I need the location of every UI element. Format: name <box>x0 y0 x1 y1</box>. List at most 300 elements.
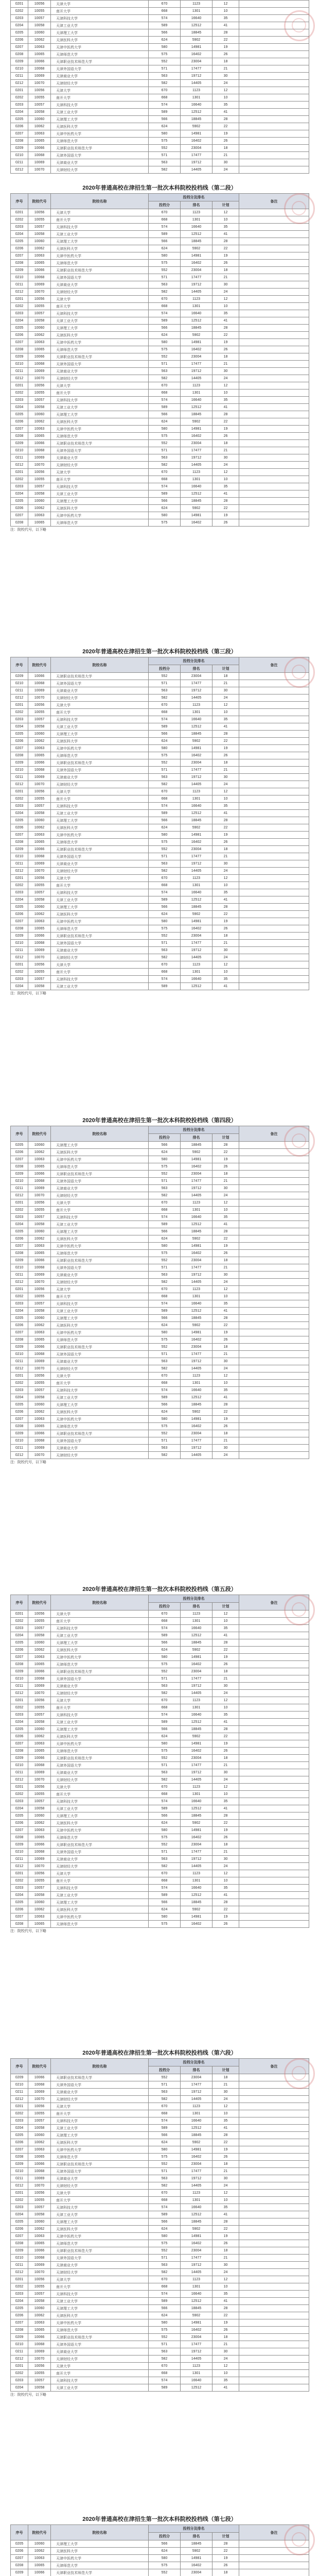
table-row <box>11 353 309 361</box>
cell-score: 574 <box>149 1711 181 1719</box>
cell-plan: 26 <box>212 2327 239 2334</box>
cell-rank: 19712 <box>181 687 212 694</box>
header-score-group: 投档分及排名 <box>149 2525 239 2533</box>
cell-note <box>239 983 309 990</box>
cell-note <box>239 2262 309 2269</box>
header-code: 院校代号 <box>28 194 51 209</box>
cell-school: 天津职业技术师范大学 <box>51 1257 149 1264</box>
cell-code: 10062 <box>28 2548 51 2555</box>
cell-rank: 12512 <box>181 2384 212 2392</box>
cell-plan: 26 <box>212 2562 239 2569</box>
cell-note <box>239 1661 309 1668</box>
cell-score: 580 <box>149 1654 181 1661</box>
cell-school: 天津大学 <box>51 296 149 303</box>
cell-school: 天津商业大学 <box>51 368 149 375</box>
cell-plan: 12 <box>212 2363 239 2370</box>
cell-rank: 16640 <box>181 716 212 723</box>
cell-note <box>239 505 309 512</box>
cell-code: 10057 <box>28 1798 51 1805</box>
table-row <box>11 687 309 694</box>
table-row <box>11 889 309 896</box>
table-row <box>11 2377 309 2384</box>
cell-plan: 30 <box>212 687 239 694</box>
cell-code: 10060 <box>28 238 51 245</box>
cell-school: 天津工业大学 <box>51 2298 149 2305</box>
cell-rank: 17477 <box>181 1178 212 1185</box>
cell-school: 天津财经大学 <box>51 868 149 875</box>
cell-code: 10070 <box>28 1690 51 1697</box>
cell-rank: 5902 <box>181 1409 212 1416</box>
cell-index: 0202 <box>11 216 28 224</box>
cell-school: 天津科技大学 <box>51 1711 149 1719</box>
cell-school: 天津外国语大学 <box>51 680 149 687</box>
table-row <box>11 2233 309 2240</box>
cell-school: 天津大学 <box>51 1784 149 1791</box>
cell-rank: 16640 <box>181 15 212 22</box>
table-row <box>11 1647 309 1654</box>
cell-note <box>239 774 309 781</box>
cell-code: 10065 <box>28 752 51 759</box>
cell-index: 0207 <box>11 1243 28 1250</box>
cell-school: 天津职业技术师范大学 <box>51 2569 149 2576</box>
table-row <box>11 1632 309 1639</box>
cell-note <box>239 2555 309 2562</box>
cell-school: 天津医科大学 <box>51 1409 149 1416</box>
cell-index: 0203 <box>11 1885 28 1892</box>
cell-plan: 21 <box>212 361 239 368</box>
header-score-group: 投档分及排名 <box>149 194 239 201</box>
cell-note <box>239 73 309 80</box>
cell-score: 563 <box>149 1445 181 1452</box>
cell-note <box>239 940 309 947</box>
table-row <box>11 2555 309 2562</box>
cell-score: 574 <box>149 2291 181 2298</box>
cell-score: 670 <box>149 1870 181 1877</box>
cell-index: 0202 <box>11 303 28 310</box>
cell-school: 天津中医药大学 <box>51 1654 149 1661</box>
table-row <box>11 1329 309 1336</box>
cell-code: 10068 <box>28 1849 51 1856</box>
table-row <box>11 469 309 476</box>
cell-code: 10062 <box>28 2139 51 2146</box>
cell-code: 10056 <box>28 1697 51 1704</box>
table-row <box>11 673 309 680</box>
cell-rank: 12512 <box>181 22 212 29</box>
cell-school: 天津医科大学 <box>51 123 149 130</box>
table-row <box>11 1740 309 1748</box>
table-row <box>11 87 309 94</box>
cell-school: 天津医科大学 <box>51 1322 149 1329</box>
cell-index: 0211 <box>11 2348 28 2355</box>
table-row <box>11 2154 309 2161</box>
cell-plan: 41 <box>212 810 239 817</box>
cell-rank: 1123 <box>181 702 212 709</box>
cell-rank: 14405 <box>181 2269 212 2276</box>
cell-plan: 26 <box>212 1336 239 1344</box>
cell-school: 天津外国语大学 <box>51 1178 149 1185</box>
cell-school: 天津医科大学 <box>51 824 149 832</box>
cell-score: 552 <box>149 440 181 447</box>
cell-school: 天津理工大学 <box>51 731 149 738</box>
table-row <box>11 29 309 37</box>
cell-code: 10062 <box>28 1409 51 1416</box>
cell-code: 10060 <box>28 498 51 505</box>
table-row <box>11 109 309 116</box>
cell-school: 天津科技大学 <box>51 397 149 404</box>
cell-plan: 35 <box>212 1798 239 1805</box>
cell-school: 天津理工大学 <box>51 1812 149 1820</box>
cell-score: 589 <box>149 896 181 904</box>
cell-code: 10055 <box>28 8 51 15</box>
cell-plan: 28 <box>212 238 239 245</box>
cell-plan: 21 <box>212 1264 239 1272</box>
cell-code: 10060 <box>28 2540 51 2548</box>
cell-rank: 14405 <box>181 954 212 961</box>
cell-index: 0205 <box>11 2540 28 2548</box>
table-section <box>10 183 309 534</box>
cell-rank: 1123 <box>181 1784 212 1791</box>
cell-index: 0201 <box>11 961 28 969</box>
cell-index: 0201 <box>11 1611 28 1618</box>
cell-index: 0210 <box>11 1675 28 1683</box>
cell-index: 0212 <box>11 1192 28 1199</box>
cell-score: 574 <box>149 483 181 490</box>
cell-score: 571 <box>149 853 181 860</box>
cell-plan: 26 <box>212 1748 239 1755</box>
table-section <box>10 1115 309 1466</box>
cell-rank: 14981 <box>181 1827 212 1834</box>
cell-rank: 23004 <box>181 2334 212 2341</box>
cell-plan: 24 <box>212 2096 239 2103</box>
cell-rank: 14405 <box>181 1776 212 1784</box>
table-row <box>11 2211 309 2218</box>
cell-plan: 22 <box>212 123 239 130</box>
table-row <box>11 1611 309 1618</box>
cell-code: 10056 <box>28 2190 51 2197</box>
cell-code: 10056 <box>28 1784 51 1791</box>
cell-school: 天津职业技术师范大学 <box>51 145 149 152</box>
cell-plan: 22 <box>212 2226 239 2233</box>
table-row <box>11 1351 309 1358</box>
cell-note <box>239 224 309 231</box>
cell-code: 10056 <box>28 2276 51 2283</box>
cell-school: 天津大学 <box>51 788 149 795</box>
cell-rank: 1301 <box>181 389 212 397</box>
cell-rank: 12512 <box>181 2211 212 2218</box>
cell-code: 10055 <box>28 1293 51 1300</box>
table-row <box>11 839 309 846</box>
cell-note <box>239 1719 309 1726</box>
table-row <box>11 1430 309 1437</box>
cell-score: 580 <box>149 2555 181 2562</box>
table-row <box>11 433 309 440</box>
cell-code: 10056 <box>28 1286 51 1293</box>
cell-plan: 22 <box>212 245 239 252</box>
cell-score: 582 <box>149 2096 181 2103</box>
cell-plan: 28 <box>212 2132 239 2139</box>
cell-score: 552 <box>149 1841 181 1849</box>
cell-plan: 10 <box>212 8 239 15</box>
cell-school: 天津中医药大学 <box>51 2146 149 2154</box>
cell-rank: 1123 <box>181 1199 212 1207</box>
cell-code: 10065 <box>28 519 51 527</box>
cell-rank: 12512 <box>181 896 212 904</box>
cell-score: 575 <box>149 346 181 353</box>
cell-plan: 10 <box>212 1704 239 1711</box>
cell-rank: 18845 <box>181 2540 212 2548</box>
cell-code: 10056 <box>28 1372 51 1380</box>
cell-rank: 5902 <box>181 1149 212 1156</box>
cell-school: 天津财经大学 <box>51 2182 149 2190</box>
header-rank: 排名 <box>181 201 212 209</box>
cell-plan: 24 <box>212 166 239 174</box>
header-index: 序号 <box>11 657 28 673</box>
cell-plan: 35 <box>212 1885 239 1892</box>
table-row <box>11 1805 309 1812</box>
cell-school: 天津中医药大学 <box>51 1416 149 1423</box>
cell-school: 天津中医药大学 <box>51 44 149 51</box>
cell-score: 670 <box>149 1372 181 1380</box>
table-row <box>11 1776 309 1784</box>
cell-score: 552 <box>149 1755 181 1762</box>
cell-index: 0201 <box>11 1784 28 1791</box>
cell-rank: 14981 <box>181 426 212 433</box>
cell-code: 10065 <box>28 1921 51 1928</box>
cell-score: 563 <box>149 1769 181 1776</box>
cell-school: 天津财经大学 <box>51 1863 149 1870</box>
cell-rank: 12512 <box>181 1892 212 1899</box>
cell-index: 0204 <box>11 1221 28 1228</box>
cell-score: 552 <box>149 2074 181 2081</box>
cell-note <box>239 810 309 817</box>
cell-school: 南开大学 <box>51 882 149 889</box>
cell-note <box>239 1668 309 1675</box>
cell-index: 0204 <box>11 1394 28 1401</box>
cell-code: 10065 <box>28 51 51 58</box>
cell-school: 天津商业大学 <box>51 774 149 781</box>
cell-score: 582 <box>149 1863 181 1870</box>
cell-index: 0202 <box>11 1380 28 1387</box>
header-note: 备注 <box>239 1595 309 1611</box>
cell-index: 0204 <box>11 983 28 990</box>
cell-score: 624 <box>149 1149 181 1156</box>
cell-note <box>239 1834 309 1841</box>
header-school: 院校名称 <box>51 194 149 209</box>
cell-note <box>239 2255 309 2262</box>
cell-plan: 30 <box>212 774 239 781</box>
cell-rank: 19712 <box>181 454 212 462</box>
cell-school: 天津中医药大学 <box>51 512 149 519</box>
cell-index: 0204 <box>11 723 28 731</box>
cell-school: 天津商业大学 <box>51 281 149 289</box>
cell-note <box>239 1387 309 1394</box>
cell-note <box>239 2096 309 2103</box>
table-row <box>11 2276 309 2283</box>
cell-school: 天津师范大学 <box>51 433 149 440</box>
cell-code: 10068 <box>28 2255 51 2262</box>
cell-school: 南开大学 <box>51 389 149 397</box>
table-row <box>11 1228 309 1235</box>
admission-table <box>10 193 309 527</box>
cell-index: 0208 <box>11 839 28 846</box>
cell-note <box>239 1300 309 1308</box>
cell-rank: 19712 <box>181 159 212 166</box>
cell-plan: 18 <box>212 1430 239 1437</box>
cell-rank: 23004 <box>181 2074 212 2081</box>
cell-code: 10063 <box>28 426 51 433</box>
cell-plan: 30 <box>212 1358 239 1365</box>
cell-rank: 23004 <box>181 1257 212 1264</box>
cell-school: 天津中医药大学 <box>51 2555 149 2562</box>
cell-plan: 26 <box>212 1423 239 1430</box>
table-row <box>11 145 309 152</box>
cell-plan: 28 <box>212 1315 239 1322</box>
cell-school: 天津大学 <box>51 702 149 709</box>
cell-score: 589 <box>149 983 181 990</box>
cell-plan: 12 <box>212 2190 239 2197</box>
cell-note <box>239 260 309 267</box>
cell-code: 10066 <box>28 2334 51 2341</box>
cell-rank: 5902 <box>181 1820 212 1827</box>
cell-index: 0202 <box>11 2197 28 2204</box>
cell-index: 0202 <box>11 1293 28 1300</box>
cell-note <box>239 1163 309 1171</box>
table-row <box>11 1409 309 1416</box>
cell-note <box>239 231 309 238</box>
table-row <box>11 1300 309 1308</box>
cell-school: 天津医科大学 <box>51 1733 149 1740</box>
cell-rank: 1301 <box>181 94 212 101</box>
cell-index: 0204 <box>11 109 28 116</box>
cell-index: 0209 <box>11 2074 28 2081</box>
cell-school: 天津师范大学 <box>51 2240 149 2247</box>
table-row <box>11 375 309 382</box>
table-row <box>11 1250 309 1257</box>
cell-school: 天津职业技术师范大学 <box>51 2247 149 2255</box>
cell-score: 589 <box>149 2298 181 2305</box>
cell-rank: 16402 <box>181 1163 212 1171</box>
cell-school: 天津师范大学 <box>51 260 149 267</box>
cell-rank: 18845 <box>181 2132 212 2139</box>
table-row <box>11 1387 309 1394</box>
cell-rank: 16640 <box>181 2377 212 2384</box>
cell-rank: 1301 <box>181 1618 212 1625</box>
cell-rank: 23004 <box>181 2161 212 2168</box>
cell-index: 0203 <box>11 15 28 22</box>
cell-rank: 18845 <box>181 325 212 332</box>
cell-school: 天津理工大学 <box>51 2218 149 2226</box>
table-row <box>11 2161 309 2168</box>
cell-rank: 18845 <box>181 498 212 505</box>
table-row <box>11 1769 309 1776</box>
cell-rank: 14405 <box>181 1690 212 1697</box>
cell-note <box>239 2190 309 2197</box>
cell-school: 天津外国语大学 <box>51 1675 149 1683</box>
cell-code: 10057 <box>28 2117 51 2125</box>
table-row <box>11 1221 309 1228</box>
table-row <box>11 2255 309 2262</box>
cell-note <box>239 483 309 490</box>
cell-plan: 28 <box>212 411 239 418</box>
cell-score: 552 <box>149 267 181 274</box>
cell-school: 天津大学 <box>51 1870 149 1877</box>
cell-index: 0206 <box>11 2312 28 2319</box>
cell-rank: 23004 <box>181 673 212 680</box>
table-row <box>11 224 309 231</box>
cell-score: 624 <box>149 1235 181 1243</box>
cell-index: 0206 <box>11 911 28 918</box>
cell-code: 10060 <box>28 1726 51 1733</box>
cell-rank: 14405 <box>181 289 212 296</box>
cell-rank: 12512 <box>181 231 212 238</box>
table-row <box>11 447 309 454</box>
cell-school: 天津职业技术师范大学 <box>51 2161 149 2168</box>
header-school: 院校名称 <box>51 657 149 673</box>
cell-rank: 23004 <box>181 2247 212 2255</box>
cell-school: 天津职业技术师范大学 <box>51 58 149 65</box>
cell-code: 10058 <box>28 404 51 411</box>
cell-score: 552 <box>149 1171 181 1178</box>
cell-score: 552 <box>149 145 181 152</box>
cell-score: 574 <box>149 716 181 723</box>
cell-plan: 21 <box>212 940 239 947</box>
cell-school: 天津商业大学 <box>51 1856 149 1863</box>
table-row <box>11 1437 309 1445</box>
cell-note <box>239 1755 309 1762</box>
cell-index: 0201 <box>11 2103 28 2110</box>
cell-score: 624 <box>149 911 181 918</box>
cell-score: 575 <box>149 925 181 933</box>
cell-score: 563 <box>149 1683 181 1690</box>
cell-plan: 30 <box>212 1856 239 1863</box>
cell-plan: 26 <box>212 1921 239 1928</box>
cell-score: 589 <box>149 810 181 817</box>
cell-rank: 16402 <box>181 752 212 759</box>
table-row <box>11 767 309 774</box>
cell-school: 天津外国语大学 <box>51 2081 149 2089</box>
cell-code: 10055 <box>28 709 51 716</box>
cell-school: 天津科技大学 <box>51 716 149 723</box>
table-row <box>11 512 309 519</box>
header-rank: 排名 <box>181 1603 212 1611</box>
table-row <box>11 1834 309 1841</box>
cell-note <box>239 947 309 954</box>
cell-score: 580 <box>149 426 181 433</box>
cell-school: 天津理工大学 <box>51 1228 149 1235</box>
cell-note <box>239 281 309 289</box>
cell-school: 天津医科大学 <box>51 2139 149 2146</box>
cell-school: 天津中医药大学 <box>51 339 149 346</box>
cell-index: 0209 <box>11 1668 28 1675</box>
cell-index: 0206 <box>11 37 28 44</box>
header-score: 投档分 <box>149 2066 181 2074</box>
cell-score: 571 <box>149 1849 181 1856</box>
cell-index: 0210 <box>11 940 28 947</box>
table-row <box>11 411 309 418</box>
cell-score: 566 <box>149 29 181 37</box>
cell-note <box>239 80 309 87</box>
cell-rank: 14981 <box>181 1156 212 1163</box>
header-plan: 计划 <box>212 1603 239 1611</box>
cell-code: 10063 <box>28 2319 51 2327</box>
cell-school: 天津工业大学 <box>51 1221 149 1228</box>
cell-index: 0206 <box>11 2548 28 2555</box>
cell-note <box>239 738 309 745</box>
cell-code: 10060 <box>28 1639 51 1647</box>
cell-code: 10055 <box>28 1380 51 1387</box>
cell-plan: 24 <box>212 1279 239 1286</box>
cell-plan: 26 <box>212 346 239 353</box>
